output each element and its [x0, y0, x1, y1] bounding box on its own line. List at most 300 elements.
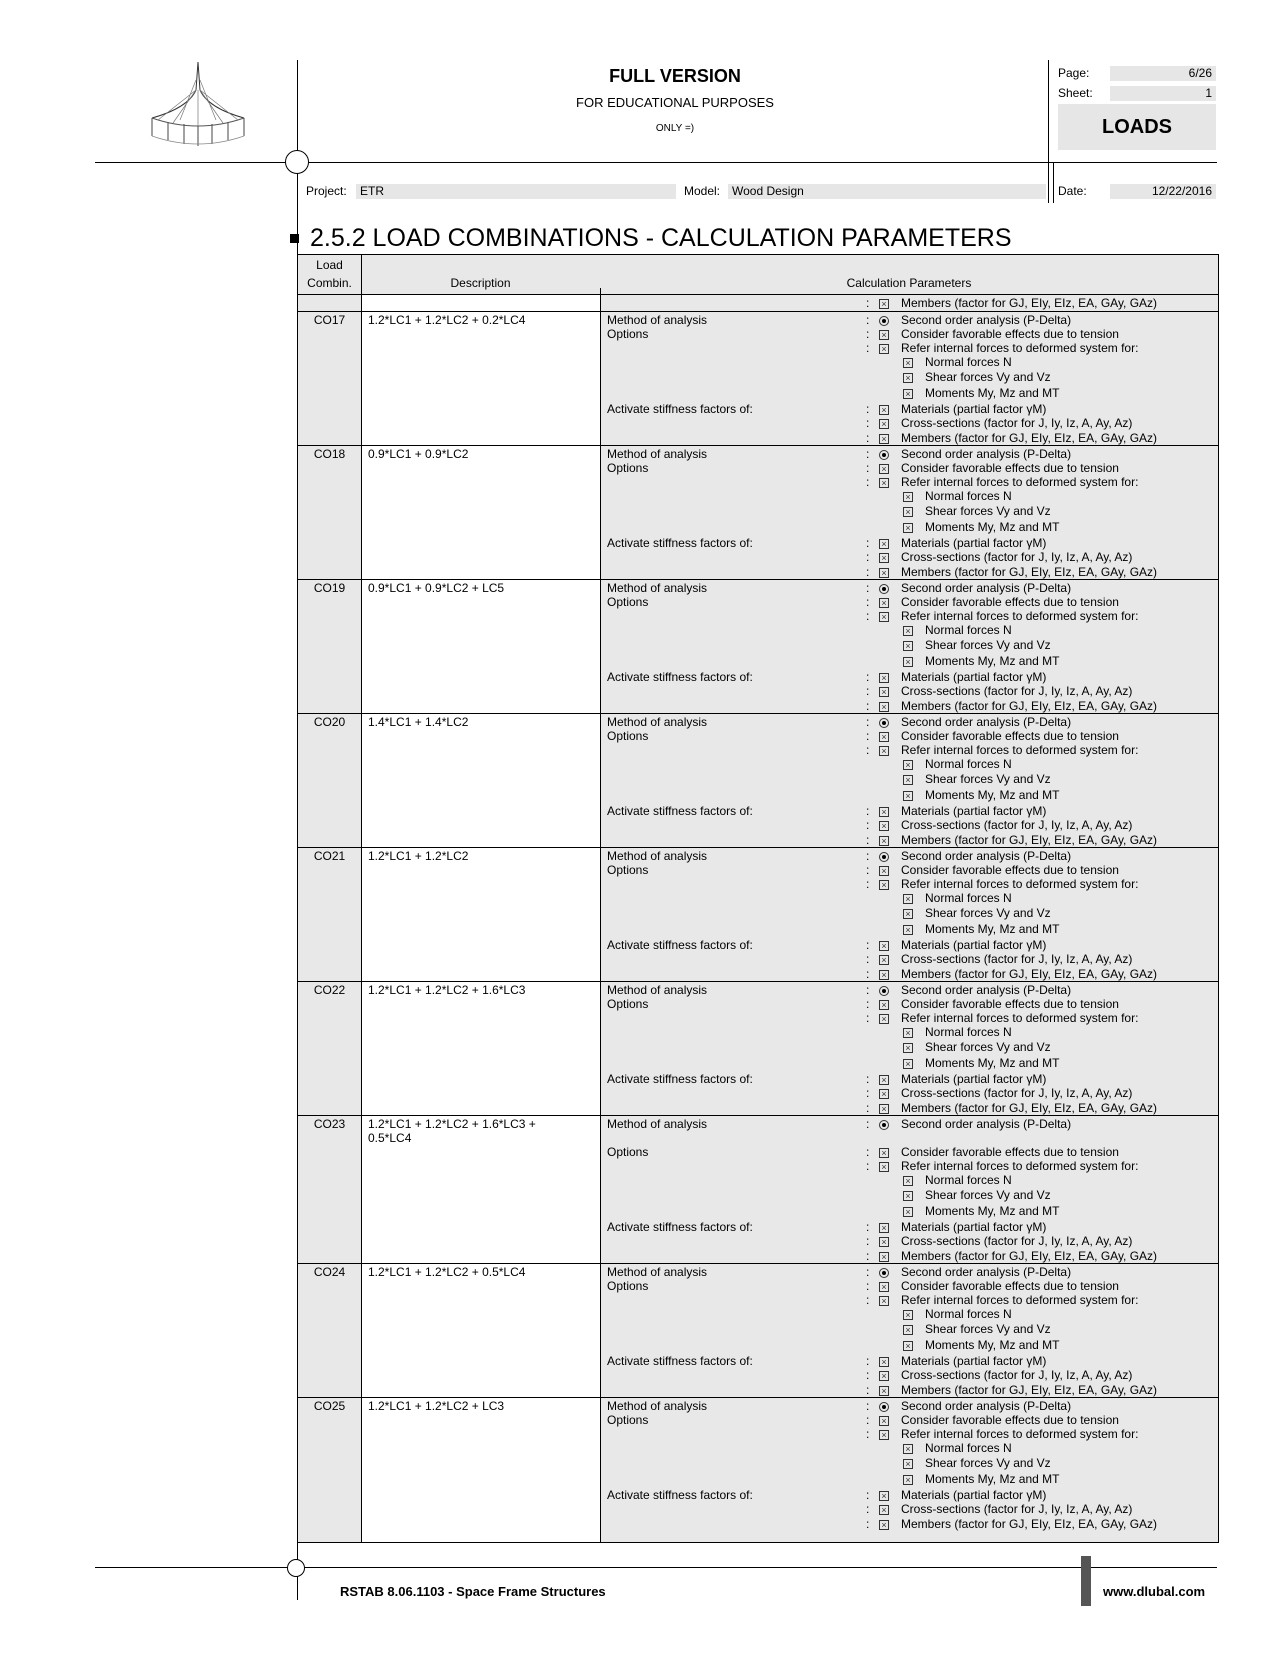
checkbox-checked-icon[interactable]: × [903, 641, 913, 651]
model-value: Wood Design [728, 184, 1046, 199]
colon: : [866, 402, 870, 416]
radio-selected-icon[interactable] [879, 986, 889, 996]
row-id: CO17 [313, 313, 346, 327]
watermark-subtitle: FOR EDUCATIONAL PURPOSES [576, 95, 774, 110]
row-description: 1.2*LC1 + 1.2*LC2 + 1.6*LC3 [368, 983, 526, 997]
param-cross: Cross-sections (factor for J, Iy, Iz, A, Ay, Az) [901, 818, 1133, 832]
header-row-sep [298, 294, 1218, 295]
colon: : [866, 609, 870, 623]
colon: : [866, 983, 870, 997]
header-right-divider [1048, 60, 1049, 203]
param-members: Members (factor for GJ, EIy, EIz, EA, GAy, GAz) [901, 1249, 1158, 1263]
row-description: 1.2*LC1 + 1.2*LC2 + 0.2*LC4 [368, 313, 526, 327]
checkbox-checked-icon[interactable]: × [903, 791, 913, 801]
row-description: 0.9*LC1 + 0.9*LC2 [368, 447, 469, 461]
row-description: 1.2*LC1 + 1.2*LC2 [368, 849, 469, 863]
checkbox-checked-icon[interactable]: × [903, 1310, 913, 1320]
colon: : [866, 743, 870, 757]
colon: : [866, 1383, 870, 1397]
param-normal: Normal forces N [925, 891, 1012, 905]
label-options: Options [607, 1279, 649, 1293]
colon: : [866, 818, 870, 832]
label-method: Method of analysis [607, 1399, 708, 1413]
colon: : [866, 565, 870, 579]
checkbox-checked-icon[interactable]: × [903, 775, 913, 785]
param-normal: Normal forces N [925, 1173, 1012, 1187]
colon: : [866, 1220, 870, 1234]
row-id: CO21 [313, 849, 346, 863]
section-badge: LOADS [1058, 104, 1216, 150]
colon: : [866, 1117, 870, 1131]
model-label: Model: [684, 184, 721, 198]
param-materials: Materials (partial factor γM) [901, 1072, 1047, 1086]
checkbox-checked-icon[interactable]: × [879, 539, 889, 549]
param-second_order: Second order analysis (P-Delta) [901, 715, 1072, 729]
watermark-note: ONLY =) [655, 123, 695, 134]
checkbox-checked-icon[interactable]: × [879, 836, 889, 846]
checkbox-checked-icon[interactable]: × [879, 732, 889, 742]
param-favorable: Consider favorable effects due to tension [901, 461, 1119, 475]
checkbox-checked-icon[interactable]: × [903, 626, 913, 636]
checkbox-checked-icon[interactable]: × [879, 405, 889, 415]
param-normal: Normal forces N [925, 623, 1012, 637]
checkbox-checked-icon[interactable]: × [903, 523, 913, 533]
checkbox-checked-icon[interactable]: × [879, 464, 889, 474]
param-materials: Materials (partial factor γM) [901, 670, 1047, 684]
checkbox-checked-icon[interactable]: × [879, 1371, 889, 1381]
param-shear: Shear forces Vy and Vz [925, 906, 1051, 920]
checkbox-checked-icon[interactable]: × [903, 1059, 913, 1069]
label-activate: Activate stiffness factors of: [607, 536, 753, 550]
date-divider [1053, 162, 1054, 203]
sheet-label: Sheet: [1058, 86, 1093, 100]
col-sep-1 [361, 255, 362, 1542]
param-moments: Moments My, Mz and MT [925, 788, 1060, 802]
param-members: Members (factor for GJ, EIy, EIz, EA, GAy, GAz) [901, 431, 1158, 445]
colon: : [866, 447, 870, 461]
param-refer: Refer internal forces to deformed system for: [901, 1427, 1139, 1441]
colon: : [866, 833, 870, 847]
radio-selected-icon[interactable] [879, 1120, 889, 1130]
footer-divider [95, 1567, 1217, 1568]
row-description-cont: 0.5*LC4 [368, 1131, 412, 1145]
param-shear: Shear forces Vy and Vz [925, 370, 1051, 384]
colon: : [866, 1368, 870, 1382]
param-normal: Normal forces N [925, 757, 1012, 771]
checkbox-checked-icon[interactable]: × [879, 746, 889, 756]
checkbox-checked-icon[interactable]: × [879, 1075, 889, 1085]
col-header-params: Calculation Parameters [846, 276, 972, 290]
colon: : [866, 863, 870, 877]
checkbox-checked-icon[interactable]: × [903, 507, 913, 517]
param-shear: Shear forces Vy and Vz [925, 1322, 1051, 1336]
colon: : [866, 699, 870, 713]
sheet-value: 1 [1110, 86, 1216, 101]
param-shear: Shear forces Vy and Vz [925, 772, 1051, 786]
param-favorable: Consider favorable effects due to tension [901, 729, 1119, 743]
label-options: Options [607, 595, 649, 609]
label-activate: Activate stiffness factors of: [607, 1220, 753, 1234]
checkbox-checked-icon[interactable]: × [903, 1191, 913, 1201]
param-shear: Shear forces Vy and Vz [925, 1188, 1051, 1202]
row-separator [298, 981, 1218, 982]
row-separator [298, 579, 1218, 580]
checkbox-checked-icon[interactable]: × [903, 925, 913, 935]
colon: : [866, 313, 870, 327]
param-normal: Normal forces N [925, 355, 1012, 369]
label-options: Options [607, 461, 649, 475]
label-activate: Activate stiffness factors of: [607, 1354, 753, 1368]
checkbox-checked-icon[interactable]: × [903, 1341, 913, 1351]
colon: : [866, 1399, 870, 1413]
colon: : [866, 684, 870, 698]
checkbox-checked-icon[interactable]: × [903, 1459, 913, 1469]
label-options: Options [607, 1413, 649, 1427]
checkbox-checked-icon[interactable]: × [879, 1014, 889, 1024]
param-cross: Cross-sections (factor for J, Iy, Iz, A, Ay, Az) [901, 416, 1133, 430]
colon: : [866, 1293, 870, 1307]
checkbox-checked-icon[interactable]: × [879, 1089, 889, 1099]
colon: : [866, 416, 870, 430]
param-moments: Moments My, Mz and MT [925, 1204, 1060, 1218]
colon: : [866, 1145, 870, 1159]
checkbox-checked-icon[interactable]: × [879, 344, 889, 354]
label-method: Method of analysis [607, 983, 708, 997]
checkbox-checked-icon[interactable]: × [879, 821, 889, 831]
param-refer: Refer internal forces to deformed system for: [901, 1159, 1139, 1173]
calculation-parameters-table [297, 254, 1219, 1543]
checkbox-checked-icon[interactable]: × [879, 702, 889, 712]
checkbox-checked-icon[interactable]: × [903, 389, 913, 399]
param-normal: Normal forces N [925, 489, 1012, 503]
colon: : [866, 967, 870, 981]
colon: : [866, 1086, 870, 1100]
param-normal: Normal forces N [925, 1441, 1012, 1455]
param-members: Members (factor for GJ, EIy, EIz, EA, GAy, GAz) [901, 1101, 1158, 1115]
checkbox-checked-icon[interactable]: × [879, 673, 889, 683]
checkbox-checked-icon[interactable]: × [879, 1162, 889, 1172]
colon: : [866, 1265, 870, 1279]
colon: : [866, 952, 870, 966]
radio-selected-icon[interactable] [879, 316, 889, 326]
param-members: Members (factor for GJ, EIy, EIz, EA, GAy, GAz) [901, 1517, 1158, 1531]
checkbox-checked-icon[interactable]: × [879, 866, 889, 876]
param-favorable: Consider favorable effects due to tension [901, 997, 1119, 1011]
checkbox-checked-icon[interactable]: × [879, 1000, 889, 1010]
checkbox-checked-icon[interactable]: × [879, 880, 889, 890]
colon: : [866, 296, 870, 310]
row-description: 1.4*LC1 + 1.4*LC2 [368, 715, 469, 729]
param-favorable: Consider favorable effects due to tension [901, 1279, 1119, 1293]
param-refer: Refer internal forces to deformed system for: [901, 609, 1139, 623]
label-options: Options [607, 997, 649, 1011]
row-description: 0.9*LC1 + 0.9*LC2 + LC5 [368, 581, 505, 595]
row-id: CO23 [313, 1117, 346, 1131]
row-separator [298, 311, 1218, 312]
row-id: CO24 [313, 1265, 346, 1279]
row-separator [298, 1115, 1218, 1116]
checkbox-checked-icon[interactable]: × [879, 598, 889, 608]
checkbox-checked-icon[interactable]: × [879, 687, 889, 697]
colon: : [866, 550, 870, 564]
colon: : [866, 327, 870, 341]
label-method: Method of analysis [607, 1117, 708, 1131]
param-members: Members (factor for GJ, EIy, EIz, EA, GAy, GAz) [901, 565, 1158, 579]
row-id: CO19 [313, 581, 346, 595]
radio-selected-icon[interactable] [879, 450, 889, 460]
checkbox-checked-icon[interactable]: × [879, 434, 889, 444]
param-cross: Cross-sections (factor for J, Iy, Iz, A, Ay, Az) [901, 684, 1133, 698]
colon: : [866, 1354, 870, 1368]
param-members: Members (factor for GJ, EIy, EIz, EA, GAy, GAz) [901, 967, 1158, 981]
colon: : [866, 997, 870, 1011]
project-value: ETR [356, 184, 676, 199]
row-id: CO25 [313, 1399, 346, 1413]
checkbox-checked-icon[interactable]: × [879, 1357, 889, 1367]
label-method: Method of analysis [607, 1265, 708, 1279]
checkbox-checked-icon[interactable]: × [879, 478, 889, 488]
param-cross: Cross-sections (factor for J, Iy, Iz, A, Ay, Az) [901, 1368, 1133, 1382]
param-refer: Refer internal forces to deformed system for: [901, 743, 1139, 757]
radio-selected-icon[interactable] [879, 1268, 889, 1278]
label-method: Method of analysis [607, 447, 708, 461]
checkbox-checked-icon[interactable]: × [879, 1520, 889, 1530]
label-activate: Activate stiffness factors of: [607, 1072, 753, 1086]
colon: : [866, 877, 870, 891]
date-value: 12/22/2016 [1110, 184, 1216, 199]
param-moments: Moments My, Mz and MT [925, 1338, 1060, 1352]
colon: : [866, 1413, 870, 1427]
param-favorable: Consider favorable effects due to tension [901, 863, 1119, 877]
checkbox-checked-icon[interactable]: × [903, 894, 913, 904]
row-id: CO20 [313, 715, 346, 729]
param-second_order: Second order analysis (P-Delta) [901, 849, 1072, 863]
colon: : [866, 341, 870, 355]
param-moments: Moments My, Mz and MT [925, 1056, 1060, 1070]
label-activate: Activate stiffness factors of: [607, 938, 753, 952]
colon: : [866, 1101, 870, 1115]
colon: : [866, 804, 870, 818]
checkbox-checked-icon[interactable]: × [879, 568, 889, 578]
checkbox-checked-icon[interactable]: × [879, 1296, 889, 1306]
row-description: 1.2*LC1 + 1.2*LC2 + LC3 [368, 1399, 505, 1413]
param-favorable: Consider favorable effects due to tension [901, 1413, 1119, 1427]
radio-selected-icon[interactable] [879, 584, 889, 594]
param-favorable: Consider favorable effects due to tension [901, 1145, 1119, 1159]
colon: : [866, 461, 870, 475]
param-cross: Cross-sections (factor for J, Iy, Iz, A, Ay, Az) [901, 550, 1133, 564]
colon: : [866, 595, 870, 609]
checkbox-checked-icon[interactable]: × [879, 1223, 889, 1233]
param-cross: Cross-sections (factor for J, Iy, Iz, A, Ay, Az) [901, 1086, 1133, 1100]
colon: : [866, 475, 870, 489]
checkbox-checked-icon[interactable]: × [879, 970, 889, 980]
colon: : [866, 581, 870, 595]
param-cross: Cross-sections (factor for J, Iy, Iz, A, Ay, Az) [901, 1234, 1133, 1248]
colon: : [866, 1517, 870, 1531]
checkbox-checked-icon[interactable]: × [903, 657, 913, 667]
checkbox-checked-icon[interactable]: × [903, 373, 913, 383]
checkbox-checked-icon[interactable]: × [879, 1386, 889, 1396]
param-refer: Refer internal forces to deformed system for: [901, 341, 1139, 355]
param-favorable: Consider favorable effects due to tension [901, 327, 1119, 341]
label-method: Method of analysis [607, 581, 708, 595]
checkbox-checked-icon[interactable]: × [879, 553, 889, 563]
colon: : [866, 1279, 870, 1293]
param-materials: Materials (partial factor γM) [901, 402, 1047, 416]
colon: : [866, 849, 870, 863]
checkbox-checked-icon[interactable]: × [879, 1252, 889, 1262]
col-header-description: Description [450, 276, 511, 290]
row-separator [298, 713, 1218, 714]
label-activate: Activate stiffness factors of: [607, 804, 753, 818]
checkbox-checked-icon[interactable]: × [879, 807, 889, 817]
page-value: 6/26 [1110, 66, 1216, 81]
checkbox-checked-icon[interactable]: × [879, 419, 889, 429]
colon: : [866, 1011, 870, 1025]
param-refer: Refer internal forces to deformed system for: [901, 877, 1139, 891]
label-activate: Activate stiffness factors of: [607, 670, 753, 684]
param-second_order: Second order analysis (P-Delta) [901, 313, 1072, 327]
checkbox-checked-icon[interactable]: × [879, 1282, 889, 1292]
label-options: Options [607, 327, 649, 341]
checkbox-checked-icon[interactable]: × [879, 1416, 889, 1426]
date-label: Date: [1058, 184, 1087, 198]
param-members: Members (factor for GJ, EIy, EIz, EA, GAy, GAz) [901, 699, 1158, 713]
param-materials: Materials (partial factor γM) [901, 1488, 1047, 1502]
colon: : [866, 729, 870, 743]
checkbox-checked-icon[interactable]: × [879, 1148, 889, 1158]
param-materials: Materials (partial factor γM) [901, 804, 1047, 818]
param-second_order: Second order analysis (P-Delta) [901, 1399, 1072, 1413]
param-moments: Moments My, Mz and MT [925, 654, 1060, 668]
checkbox-checked-icon[interactable]: × [879, 955, 889, 965]
label-options: Options [607, 863, 649, 877]
checkbox-checked-icon[interactable]: × [903, 1043, 913, 1053]
row-id: CO22 [313, 983, 346, 997]
param-second_order: Second order analysis (P-Delta) [901, 1117, 1072, 1131]
param-refer: Refer internal forces to deformed system for: [901, 1011, 1139, 1025]
param-materials: Materials (partial factor γM) [901, 1220, 1047, 1234]
checkbox-checked-icon: × [879, 299, 889, 309]
checkbox-checked-icon[interactable]: × [879, 330, 889, 340]
param-shear: Shear forces Vy and Vz [925, 638, 1051, 652]
row-description: 1.2*LC1 + 1.2*LC2 + 0.5*LC4 [368, 1265, 526, 1279]
checkbox-checked-icon[interactable]: × [879, 1104, 889, 1114]
checkbox-checked-icon[interactable]: × [903, 358, 913, 368]
company-logo [138, 60, 278, 152]
label-activate: Activate stiffness factors of: [607, 402, 753, 416]
checkbox-checked-icon[interactable]: × [879, 941, 889, 951]
param-moments: Moments My, Mz and MT [925, 922, 1060, 936]
param-shear: Shear forces Vy and Vz [925, 1456, 1051, 1470]
col-header-load: Load [316, 258, 343, 272]
param-materials: Materials (partial factor γM) [901, 1354, 1047, 1368]
colon: : [866, 431, 870, 445]
param-moments: Moments My, Mz and MT [925, 520, 1060, 534]
param-second_order: Second order analysis (P-Delta) [901, 581, 1072, 595]
radio-selected-icon[interactable] [879, 718, 889, 728]
footer-software: RSTAB 8.06.1103 - Space Frame Structures [340, 1584, 606, 1599]
watermark-title: FULL VERSION [609, 66, 741, 86]
row-description: 1.2*LC1 + 1.2*LC2 + 1.6*LC3 + [368, 1117, 536, 1131]
colon: : [866, 670, 870, 684]
checkbox-checked-icon[interactable]: × [879, 612, 889, 622]
param-favorable: Consider favorable effects due to tension [901, 595, 1119, 609]
checkbox-checked-icon[interactable]: × [903, 1325, 913, 1335]
param-normal: Normal forces N [925, 1307, 1012, 1321]
label-activate: Activate stiffness factors of: [607, 1488, 753, 1502]
checkbox-checked-icon[interactable]: × [903, 1475, 913, 1485]
row-separator [298, 847, 1218, 848]
param-second_order: Second order analysis (P-Delta) [901, 1265, 1072, 1279]
section-title: 2.5.2 LOAD COMBINATIONS - CALCULATION PARAMETERS [310, 224, 1012, 252]
radio-selected-icon[interactable] [879, 1402, 889, 1412]
radio-selected-icon[interactable] [879, 852, 889, 862]
param-shear: Shear forces Vy and Vz [925, 504, 1051, 518]
colon: : [866, 1072, 870, 1086]
footer-circle-marker [287, 1559, 305, 1577]
label-method: Method of analysis [607, 313, 708, 327]
col-header-combin: Combin. [307, 276, 352, 290]
footer-bar [1081, 1556, 1091, 1606]
param-members: Members (factor for GJ, EIy, EIz, EA, GAy, GAz) [901, 833, 1158, 847]
label-options: Options [607, 1145, 649, 1159]
param-materials: Materials (partial factor γM) [901, 536, 1047, 550]
colon: : [866, 536, 870, 550]
param-cross: Cross-sections (factor for J, Iy, Iz, A, Ay, Az) [901, 952, 1133, 966]
checkbox-checked-icon[interactable]: × [903, 909, 913, 919]
row-id: CO18 [313, 447, 346, 461]
checkbox-checked-icon[interactable]: × [903, 760, 913, 770]
param-shear: Shear forces Vy and Vz [925, 1040, 1051, 1054]
checkbox-checked-icon[interactable]: × [903, 1028, 913, 1038]
param-cross: Cross-sections (factor for J, Iy, Iz, A, Ay, Az) [901, 1502, 1133, 1516]
param-moments: Moments My, Mz and MT [925, 1472, 1060, 1486]
checkbox-checked-icon[interactable]: × [903, 1207, 913, 1217]
row-separator [298, 445, 1218, 446]
colon: : [866, 1502, 870, 1516]
checkbox-checked-icon[interactable]: × [879, 1237, 889, 1247]
checkbox-checked-icon[interactable]: × [903, 492, 913, 502]
param-moments: Moments My, Mz and MT [925, 386, 1060, 400]
checkbox-checked-icon[interactable]: × [879, 1491, 889, 1501]
project-label: Project: [306, 184, 347, 198]
colon: : [866, 938, 870, 952]
colon: : [866, 1159, 870, 1173]
row-separator [298, 1397, 1218, 1398]
col-sep-2 [600, 288, 601, 1542]
carry-over-members: Members (factor for GJ, EIy, EIz, EA, GAy, GAz) [901, 296, 1158, 310]
footer-url[interactable]: www.dlubal.com [1103, 1584, 1206, 1599]
param-normal: Normal forces N [925, 1025, 1012, 1039]
param-second_order: Second order analysis (P-Delta) [901, 983, 1072, 997]
checkbox-checked-icon[interactable]: × [903, 1176, 913, 1186]
param-materials: Materials (partial factor γM) [901, 938, 1047, 952]
colon: : [866, 1488, 870, 1502]
checkbox-checked-icon[interactable]: × [879, 1430, 889, 1440]
section-bullet [290, 234, 299, 243]
label-method: Method of analysis [607, 849, 708, 863]
row-separator [298, 1263, 1218, 1264]
checkbox-checked-icon[interactable]: × [903, 1444, 913, 1454]
param-second_order: Second order analysis (P-Delta) [901, 447, 1072, 461]
header-circle-marker [285, 150, 309, 174]
checkbox-checked-icon[interactable]: × [879, 1505, 889, 1515]
colon: : [866, 1234, 870, 1248]
colon: : [866, 715, 870, 729]
page-label: Page: [1058, 66, 1090, 80]
